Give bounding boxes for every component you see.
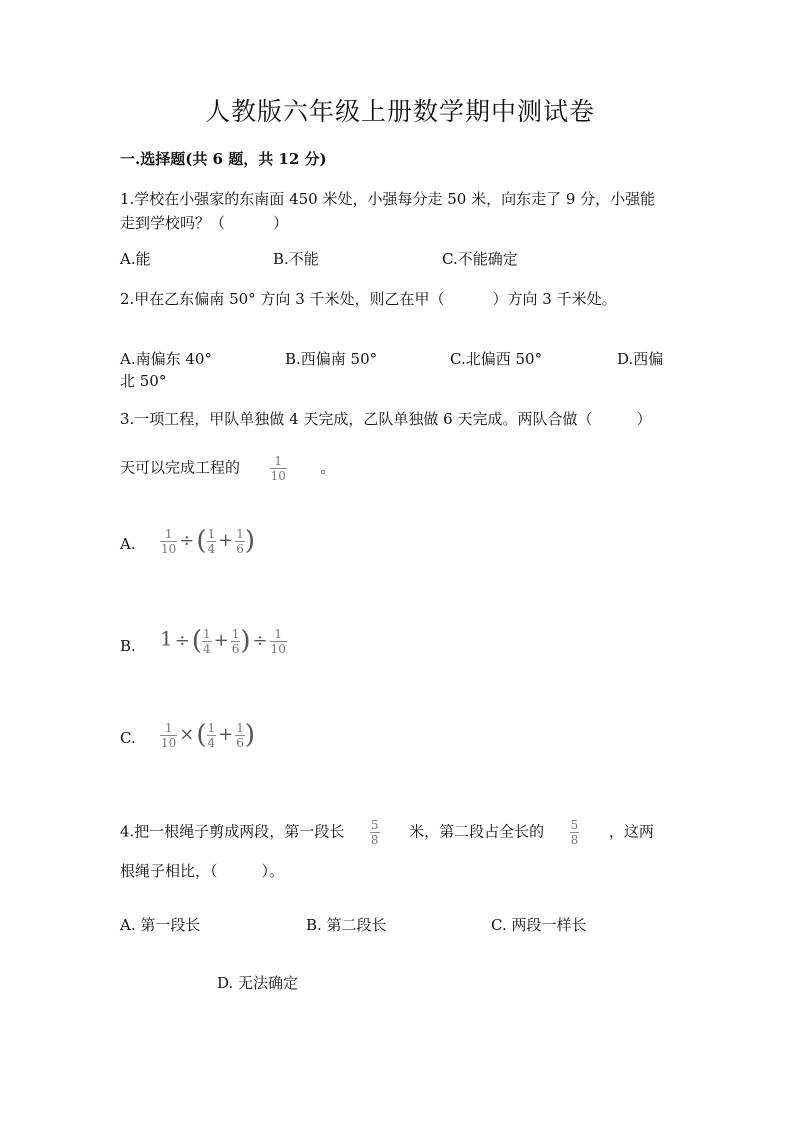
- q2-option-c: C.北偏西 50°: [450, 350, 543, 368]
- q4-option-b: B. 第二段长: [306, 916, 387, 934]
- page-title: 人教版六年级上册数学期中测试卷: [204, 97, 595, 126]
- fraction-5-8-first: $\frac{5}{8}$: [370, 818, 379, 847]
- q2-option-d: D.西偏: [617, 350, 664, 368]
- q4-option-a: A. 第一段长: [120, 916, 201, 934]
- fraction-1-10: $\frac{1}{10}$: [270, 454, 286, 483]
- q3-text-line1-b: ）: [636, 410, 652, 428]
- q4-text-line1-c: ，这两: [608, 822, 654, 841]
- q1-option-a: A.能: [120, 250, 151, 268]
- q2-text: [120, 288, 617, 310]
- q3-text-line1-a: 3.一项工程，甲队单独做 4 天完成，乙队单独做 6 天完成。两队合做（: [120, 410, 593, 428]
- q3-text-line2-b: 。: [320, 458, 336, 477]
- q3-option-b-label: B.: [120, 637, 136, 655]
- q3-text-line2-a: 天可以完成工程的: [120, 458, 241, 477]
- fraction-5-8-second: $\frac{5}{8}$: [570, 818, 579, 847]
- q1-text-line2: [120, 212, 288, 234]
- q1-option-c: C.不能确定: [442, 250, 518, 268]
- q1-option-b: B.不能: [273, 250, 319, 268]
- q4-text-line1: [120, 818, 654, 847]
- q4-text-line2-b: ）。: [261, 862, 285, 880]
- q4-text-line2-a: 根绳子相比，（: [120, 862, 218, 880]
- q4-option-d: D. 无法确定: [217, 974, 299, 992]
- q3-text-line2: [120, 454, 335, 483]
- q3-option-c-label: C.: [120, 729, 136, 747]
- q2-text-b: ）方向 3 千米处。: [492, 290, 617, 308]
- q3-text-line1: [120, 408, 652, 430]
- q4-option-c: C. 两段一样长: [491, 916, 587, 934]
- q4-text-line1-b: 米，第二段占全长的: [409, 822, 545, 841]
- q2-text-a: 2.甲在乙东偏南 50° 方向 3 千米处，则乙在甲（: [120, 290, 445, 308]
- q4-text-line1-a: 4.把一根绳子剪成两段，第一段长: [120, 822, 345, 841]
- q3-option-a-label: A.: [120, 535, 136, 553]
- q3-option-a-expression: $\frac{1}{10}$ ÷( $\frac{1}{4}$ + $\frac{1}{6}$ ): [161, 526, 256, 556]
- section-heading: 一.选择题(共 6 题，共 12 分): [120, 150, 327, 168]
- q1-text-line2-a: 走到学校吗？（: [120, 214, 226, 232]
- q2-option-a: A.南偏东 40°: [120, 350, 212, 368]
- q1-text-line1: 1.学校在小强家的东南面 450 米处，小强每分走 50 米，向东走了 9 分，小强能: [120, 190, 656, 208]
- q3-option-b-expression: 1 ÷( $\frac{1}{4}$ + $\frac{1}{6}$ ) ÷ $\frac{1}{10}$: [160, 626, 286, 656]
- q4-text-line2: [120, 860, 284, 882]
- q1-text-line2-b: ）: [273, 214, 289, 232]
- q2-option-d-cont: 北 50°: [120, 372, 167, 390]
- q3-option-c-expression: $\frac{1}{10}$ ×( $\frac{1}{4}$ + $\frac{1}{6}$ ): [161, 720, 256, 750]
- q2-option-b: B.西偏南 50°: [285, 350, 378, 368]
